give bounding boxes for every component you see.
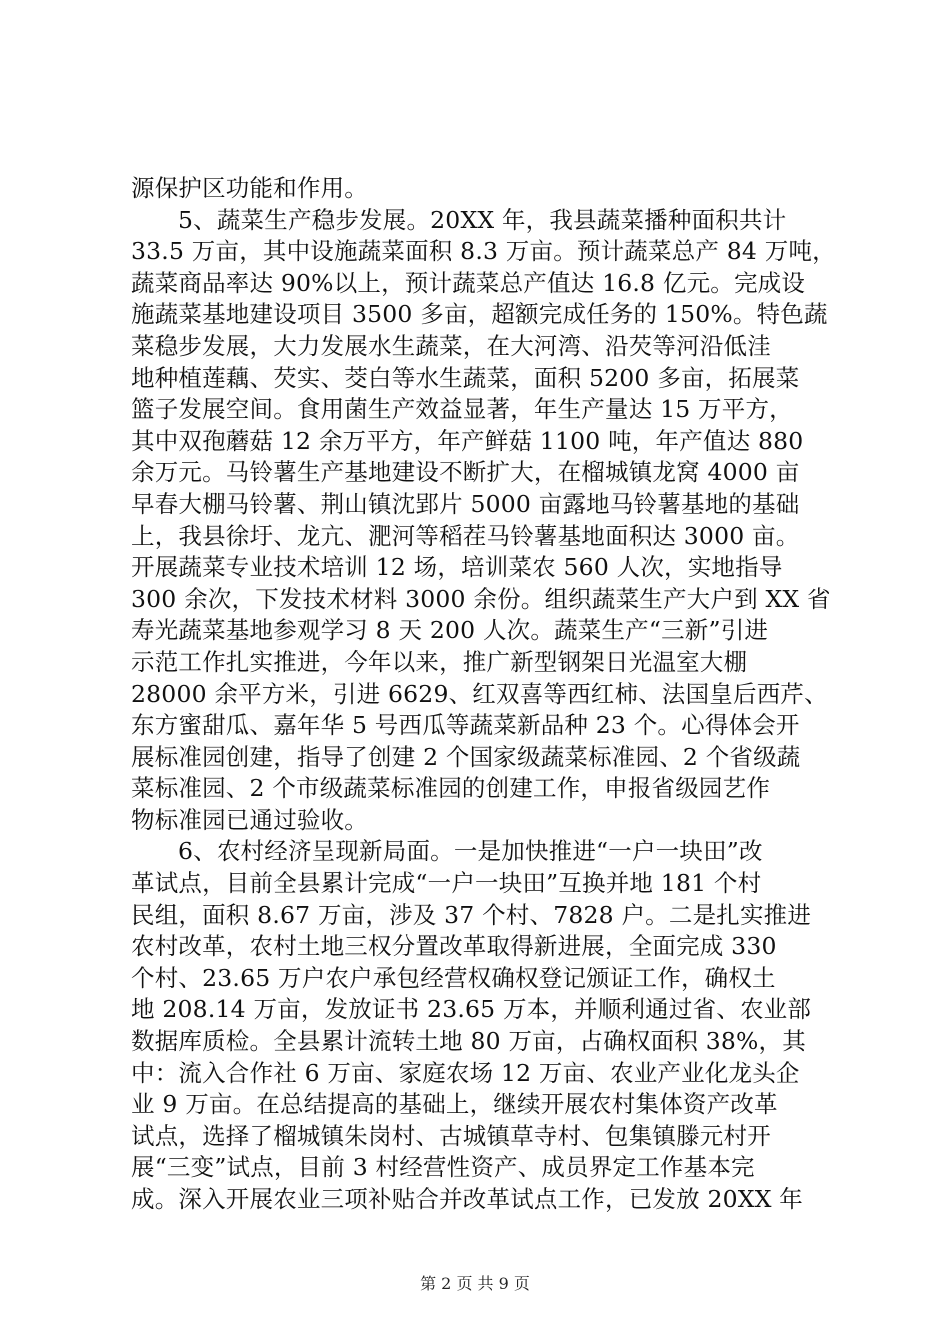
text-line: 农村改革，农村土地三权分置改革取得新进展，全面完成 330 — [131, 932, 777, 961]
text-line: 展“三变”试点，目前 3 村经营性资产、成员界定工作基本完 — [131, 1153, 755, 1182]
text-line: 300 余次，下发技术材料 3000 余份。组织蔬菜生产大户到 XX 省 — [131, 584, 831, 613]
text-line: 个村、23.65 万户农户承包经营权确权登记颁证工作，确权土 — [131, 963, 776, 992]
text-line: 业 9 万亩。在总结提高的基础上，继续开展农村集体资产改革 — [131, 1090, 778, 1119]
text-line: 试点，选择了榴城镇朱岗村、古城镇草寺村、包集镇滕元村开 — [131, 1121, 771, 1150]
text-line: 源保护区功能和作用。 — [131, 174, 368, 202]
text-line: 篮子发展空间。食用菌生产效益显著，年生产量达 15 万平方， — [131, 395, 793, 424]
text-line: 其中双孢蘑菇 12 余万平方，年产鲜菇 1100 吨，年产值达 880 — [131, 426, 804, 455]
text-line: 5、蔬菜生产稳步发展。20XX 年，我县蔬菜播种面积共计 — [178, 205, 787, 234]
text-line: 早春大棚马铃薯、荆山镇沈郢片 5000 亩露地马铃薯基地的基础 — [131, 489, 800, 518]
text-line: 中：流入合作社 6 万亩、家庭农场 12 万亩、农业产业化龙头企 — [131, 1058, 800, 1087]
text-line: 东方蜜甜瓜、嘉年华 5 号西瓜等蔬菜新品种 23 个。心得体会开 — [131, 711, 800, 740]
text-line: 28000 余平方米，引进 6629、红双喜等西红柿、法国皇后西芹、 — [131, 679, 828, 708]
text-line: 上，我县徐圩、龙亢、淝河等稻茬马铃薯基地面积达 3000 亩。 — [131, 521, 800, 550]
text-line: 革试点，目前全县累计完成“一户一块田”互换并地 181 个村 — [131, 869, 762, 898]
text-line: 菜标准园、2 个市级蔬菜标准园的创建工作，申报省级园艺作 — [131, 774, 771, 803]
text-line: 民组，面积 8.67 万亩，涉及 37 个村、7828 户。二是扎实推进 — [131, 900, 812, 929]
text-line: 余万元。马铃薯生产基地建设不断扩大，在榴城镇龙窝 4000 亩 — [131, 458, 800, 487]
page-footer: 第 2 页 共 9 页 — [420, 1274, 530, 1293]
text-line: 展标准园创建，指导了创建 2 个国家级蔬菜标准园、2 个省级蔬 — [131, 742, 801, 771]
text-line: 开展蔬菜专业技术培训 12 场，培训菜农 560 人次，实地指导 — [131, 553, 783, 582]
text-line: 33.5 万亩，其中设施蔬菜面积 8.3 万亩。预计蔬菜总产 84 万吨， — [131, 237, 836, 266]
text-line: 地 208.14 万亩，发放证书 23.65 万本，并顺利通过省、农业部 — [131, 995, 812, 1024]
text-line: 示范工作扎实推进，今年以来，推广新型钢架日光温室大棚 — [131, 647, 748, 676]
text-line: 蔬菜商品率达 90%以上，预计蔬菜总产值达 16.8 亿元。完成设 — [131, 268, 806, 297]
text-line: 成。深入开展农业三项补贴合并改革试点工作，已发放 20XX 年 — [131, 1185, 804, 1213]
text-line: 施蔬菜基地建设项目 3500 多亩，超额完成任务的 150%。特色蔬 — [131, 300, 828, 329]
text-line: 寿光蔬菜基地参观学习 8 天 200 人次。蔬菜生产“三新”引进 — [131, 616, 769, 645]
text-line: 数据库质检。全县累计流转土地 80 万亩，占确权面积 38%，其 — [131, 1027, 806, 1056]
text-line: 物标准园已通过验收。 — [131, 805, 368, 834]
text-line: 地种植莲藕、芡实、茭白等水生蔬菜，面积 5200 多亩，拓展菜 — [131, 363, 800, 392]
text-line: 6、农村经济呈现新局面。一是加快推进“一户一块田”改 — [178, 837, 763, 866]
document-body — [131, 173, 836, 1216]
text-line: 菜稳步发展，大力发展水生蔬菜，在大河湾、沿芡等河沿低洼 — [131, 331, 771, 360]
